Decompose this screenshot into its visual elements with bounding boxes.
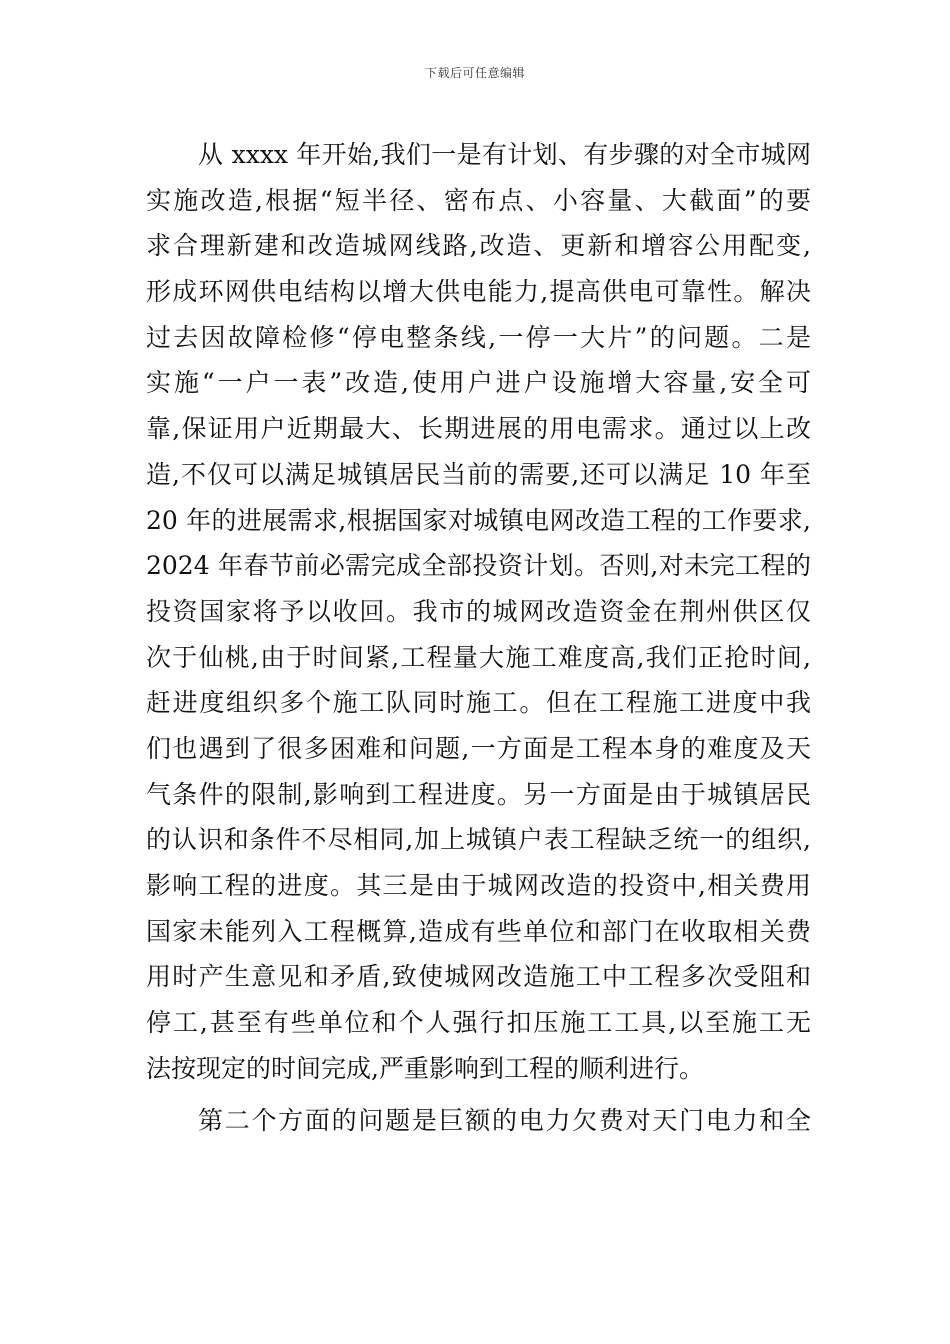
text-line: 国家未能列入工程概算,造成有些单位和部门在收取相关费 xyxy=(146,916,811,946)
text-line: 求合理新建和改造城网线路,改造、更新和增容公用配变, xyxy=(146,231,811,261)
text-line: 20 年的进展需求,根据国家对城镇电网改造工程的工作要求, xyxy=(146,505,811,535)
text-line: 靠,保证用户近期最大、长期进展的用电需求。通过以上改 xyxy=(146,414,811,444)
text-line: 过去因故障检修“停电整条线,一停一大片”的问题。二是 xyxy=(146,322,811,352)
text-line: 用时产生意见和矛盾,致使城网改造施工中工程多次受阻和 xyxy=(146,962,811,992)
text-line: 影响工程的进度。其三是由于城网改造的投资中,相关费用 xyxy=(146,871,811,900)
text-line: 从 xxxx 年开始,我们一是有计划、有步骤的对全市城网 xyxy=(198,140,811,169)
text-line: 实施“一户一表”改造,使用户进户设施增大容量,安全可 xyxy=(146,368,811,398)
paragraph-2 xyxy=(146,1098,811,1144)
body-text xyxy=(146,132,811,1144)
page-header: 下载后可任意编辑 xyxy=(424,66,525,80)
text-line: 法按现定的时间完成,严重影响到工程的顺利进行。 xyxy=(146,1053,704,1083)
text-line: 赶进度组织多个施工队同时施工。但在工程施工进度中我 xyxy=(146,688,811,718)
text-line: 次于仙桃,由于时间紧,工程量大施工难度高,我们正抢时间, xyxy=(146,642,811,672)
text-line: 造,不仅可以满足城镇居民当前的需要,还可以满足 10 年至 xyxy=(146,459,811,489)
text-line: 实施改造,根据“短半径、密布点、小容量、大截面”的要 xyxy=(146,185,811,215)
text-line: 第二个方面的问题是巨额的电力欠费对天门电力和全 xyxy=(198,1106,811,1136)
text-line: 停工,甚至有些单位和个人强行扣压施工工具,以至施工无 xyxy=(146,1008,811,1038)
paragraph-1 xyxy=(146,132,811,1091)
text-line: 气条件的限制,影响到工程进度。另一方面是由于城镇居民 xyxy=(146,779,811,809)
paragraph-gap xyxy=(146,1091,811,1098)
text-line: 的认识和条件不尽相同,加上城镇户表工程缺乏统一的组织, xyxy=(146,825,811,855)
text-line: 们也遇到了很多困难和问题,一方面是工程本身的难度及天 xyxy=(146,733,811,763)
text-line: 投资国家将予以收回。我市的城网改造资金在荆州供区仅 xyxy=(146,596,811,626)
text-line: 2024 年春节前必需完成全部投资计划。否则,对未完工程的 xyxy=(146,551,811,581)
text-line: 形成环网供电结构以增大供电能力,提高供电可靠性。解决 xyxy=(146,277,811,307)
